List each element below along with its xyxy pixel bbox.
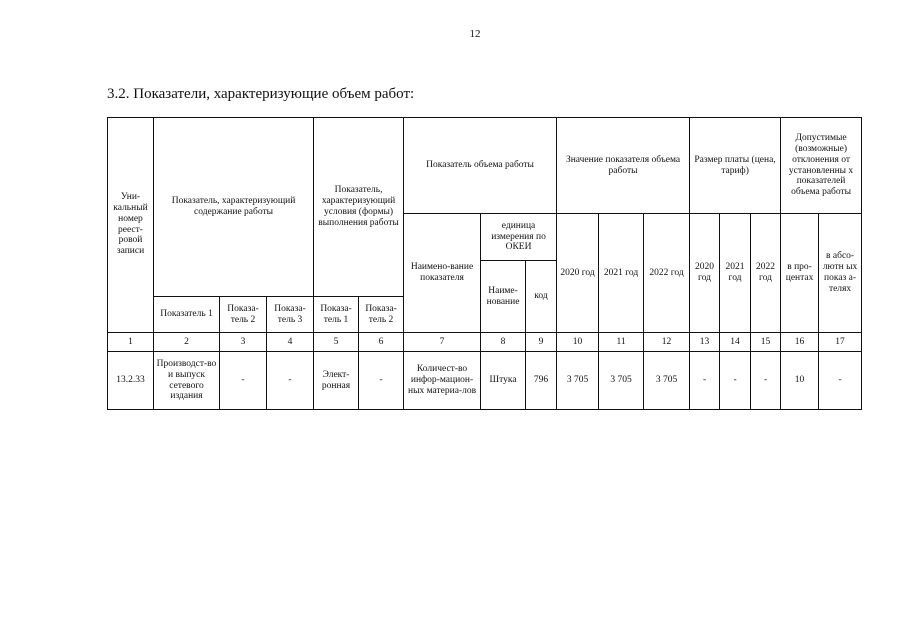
header-volume-indicator: Показатель объема работы [404, 118, 557, 214]
header-percent: в про-центах [781, 214, 819, 333]
header-fee-size: Размер платы (цена, тариф) [690, 118, 781, 214]
header-content-3: Показа-тель 3 [267, 297, 314, 333]
column-number: 14 [720, 333, 751, 352]
column-number: 6 [359, 333, 404, 352]
header-conditions-indicator: Показатель, характеризующий условия (формы) выполнения работы [314, 118, 404, 297]
column-number: 5 [314, 333, 359, 352]
column-number: 1 [108, 333, 154, 352]
header-conditions-1: Показа-тель 1 [314, 297, 359, 333]
header-unit-okei: единица измерения по ОКЕИ [481, 214, 557, 261]
header-deviations: Допустимые (возможные) отклонения от установленны х показателей объема работы [781, 118, 862, 214]
column-number: 16 [781, 333, 819, 352]
column-number: 4 [267, 333, 314, 352]
cell-fee-2021: - [720, 352, 751, 410]
column-number: 17 [819, 333, 862, 352]
cell-deviation-percent: 10 [781, 352, 819, 410]
column-number: 2 [154, 333, 220, 352]
header-absolute: в абсо-лютн ых показ а-телях [819, 214, 862, 333]
header-value-indicator: Значение показателя объема работы [557, 118, 690, 214]
column-number: 7 [404, 333, 481, 352]
section-title: 3.2. Показатели, характеризующие объем работ: [107, 86, 415, 102]
cell-fee-2020: - [690, 352, 720, 410]
volume-indicators-table [107, 117, 862, 410]
header-content-indicator: Показатель, характеризующий содержание работы [154, 118, 314, 297]
header-unit-code: код [526, 261, 557, 333]
cell-content-1: Производст-во и выпуск сетевого издания [154, 352, 220, 410]
cell-content-3: - [267, 352, 314, 410]
header-fee-2020: 2020 год [690, 214, 720, 333]
cell-value-2022: 3 705 [644, 352, 690, 410]
cell-indicator-name: Количест-во инфор-мацион-ных материа-лов [404, 352, 481, 410]
header-unit-name: Наиме-нование [481, 261, 526, 333]
column-number: 13 [690, 333, 720, 352]
header-indicator-name: Наимено-вание показателя [404, 214, 481, 333]
header-year-2020: 2020 год [557, 214, 599, 333]
column-number: 11 [599, 333, 644, 352]
cell-content-2: - [220, 352, 267, 410]
header-fee-2021: 2021 год [720, 214, 751, 333]
cell-value-2021: 3 705 [599, 352, 644, 410]
column-number: 10 [557, 333, 599, 352]
page-number: 12 [469, 28, 481, 40]
column-number: 15 [751, 333, 781, 352]
header-content-2: Показа-тель 2 [220, 297, 267, 333]
header-content-1: Показатель 1 [154, 297, 220, 333]
column-number: 3 [220, 333, 267, 352]
cell-unit-code: 796 [526, 352, 557, 410]
header-year-2022: 2022 год [644, 214, 690, 333]
header-fee-2022: 2022 год [751, 214, 781, 333]
column-number: 9 [526, 333, 557, 352]
cell-conditions-1: Элект-ронная [314, 352, 359, 410]
table-row [108, 352, 862, 410]
cell-value-2020: 3 705 [557, 352, 599, 410]
cell-fee-2022: - [751, 352, 781, 410]
header-unique-number: Уни-кальный номер реест-ровой записи [113, 191, 148, 257]
header-year-2021: 2021 год [599, 214, 644, 333]
cell-unit-name: Штука [481, 352, 526, 410]
cell-deviation-absolute: - [819, 352, 862, 410]
column-number: 8 [481, 333, 526, 352]
header-conditions-2: Показа-тель 2 [359, 297, 404, 333]
cell-conditions-2: - [359, 352, 404, 410]
cell-registry-number: 13.2.33 [108, 352, 154, 410]
column-number: 12 [644, 333, 690, 352]
